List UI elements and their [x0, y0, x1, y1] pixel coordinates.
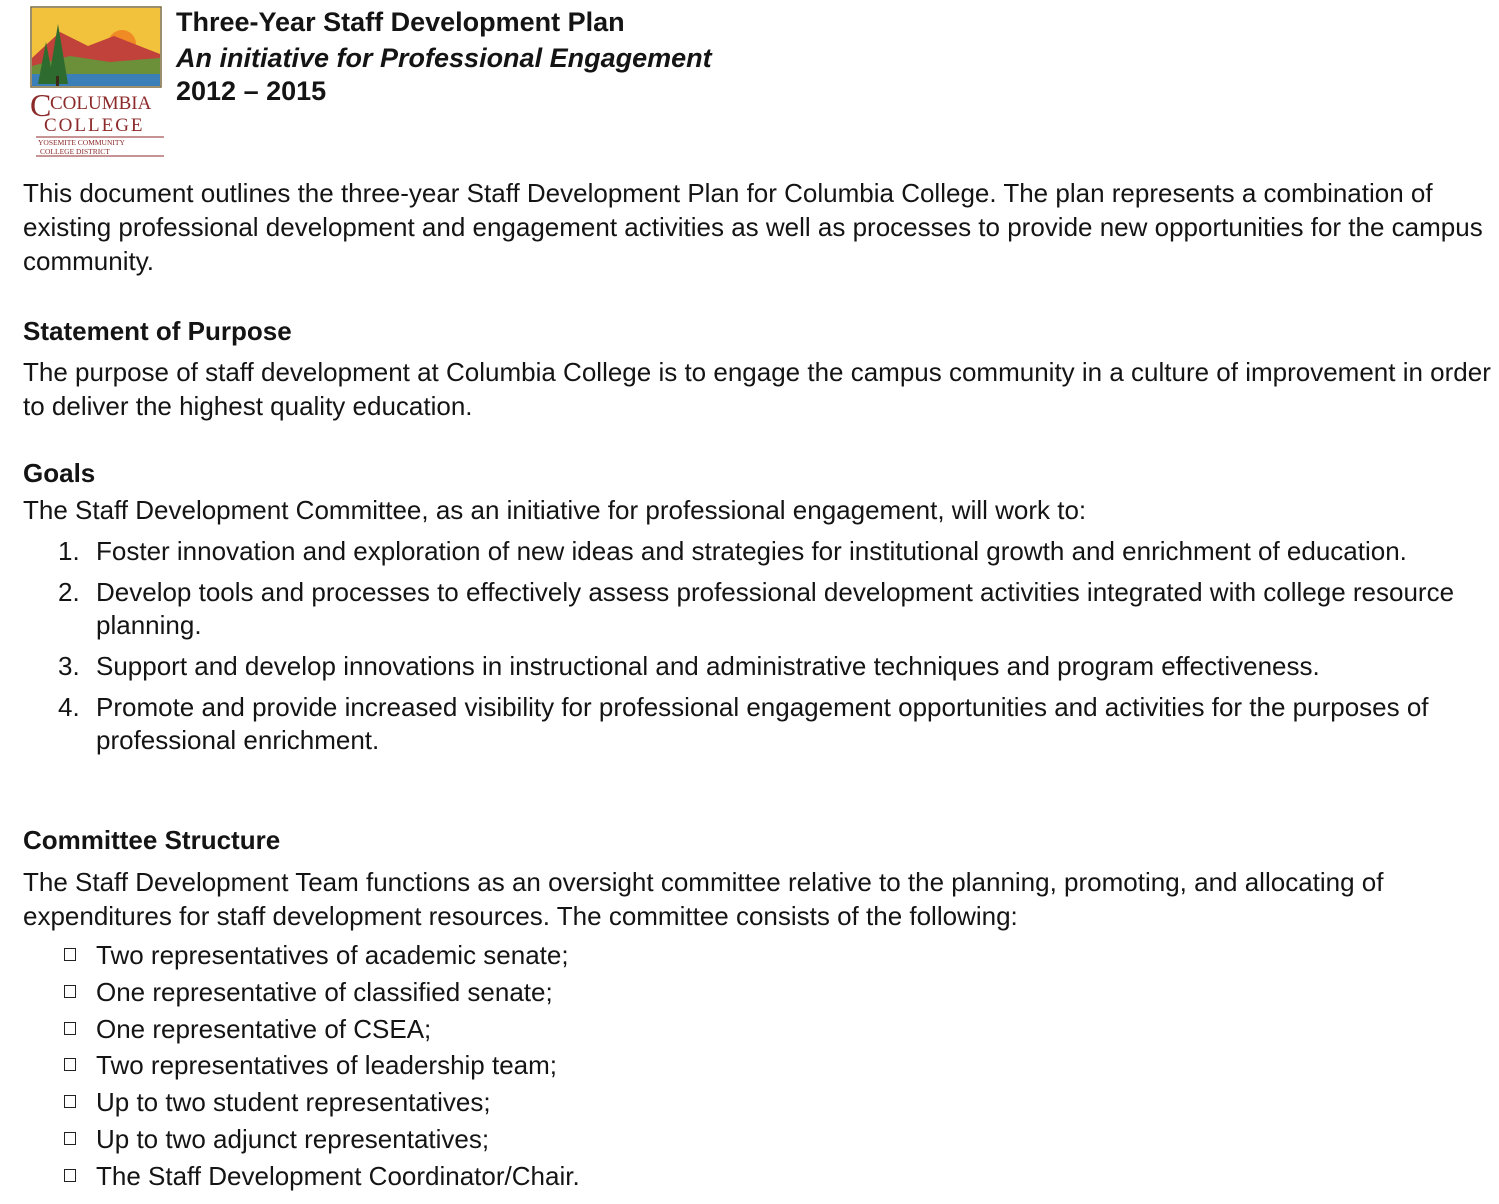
committee-member-item — [0, 1047, 580, 1084]
committee-member-item — [0, 1011, 580, 1048]
committee-member-item — [0, 1084, 580, 1121]
document-years: 2012 – 2015 — [176, 76, 327, 106]
committee-member-item — [0, 937, 580, 974]
committee-member-text: Two representatives of academic senate; — [96, 940, 569, 970]
document-subtitle: An initiative for Professional Engagement — [176, 43, 712, 73]
committee-member-text: The Staff Development Coordinator/Chair. — [96, 1160, 580, 1191]
logo-district-line2: COLLEGE DISTRICT — [40, 147, 110, 156]
logo-wordmark-line2: COLLEGE — [44, 115, 145, 136]
goal-number: 1. — [58, 536, 80, 566]
document-header — [176, 4, 712, 106]
goal-item — [0, 650, 1499, 683]
square-bullet-icon — [64, 985, 76, 998]
purpose-paragraph: The purpose of staff development at Columbia College is to engage the campus community in a culture of improvement in order to deliver the highest quality education. — [23, 357, 1491, 421]
square-bullet-icon — [64, 1169, 76, 1182]
logo-district-line1: YOSEMITE COMMUNITY — [38, 138, 125, 147]
structure-heading: Committee Structure — [23, 825, 281, 855]
goal-text: Foster innovation and exploration of new ideas and strategies for institutional growth and enrichment of education. — [96, 536, 1407, 566]
committee-members-list — [0, 937, 580, 1195]
goal-number: 4. — [58, 692, 80, 722]
committee-member-item — [0, 974, 580, 1011]
logo-graphic — [30, 6, 170, 158]
square-bullet-icon — [64, 948, 76, 961]
logo-c-glyph: C — [30, 87, 52, 123]
square-bullet-icon — [64, 1058, 76, 1071]
columbia-college-logo — [30, 6, 170, 158]
logo-wordmark-line1: COLUMBIA — [50, 93, 152, 114]
goals-heading: Goals — [23, 458, 96, 488]
structure-paragraph: The Staff Development Team functions as an oversight committee relative to the planning, promoting, and allocating of expenditures for staff development resources. The committee consists of the following: — [23, 867, 1384, 931]
document-title: Three-Year Staff Development Plan — [176, 7, 625, 37]
goal-item — [0, 535, 1499, 568]
goal-text: Promote and provide increased visibility for professional engagement opportunities and activities for the purposes of professional enrichment. — [96, 692, 1429, 755]
goal-text: Support and develop innovations in instructional and administrative techniques and program effectiveness. — [96, 651, 1320, 681]
committee-member-text: Two representatives of leadership team; — [96, 1050, 558, 1081]
square-bullet-icon — [64, 1095, 76, 1108]
purpose-heading: Statement of Purpose — [23, 316, 292, 346]
goals-list — [0, 535, 1499, 765]
square-bullet-icon — [64, 1132, 76, 1145]
goals-intro: The Staff Development Committee, as an initiative for professional engagement, will work to: — [23, 495, 1087, 525]
committee-member-text: One representative of classified senate; — [96, 976, 553, 1007]
committee-member-text: One representative of CSEA; — [96, 1013, 432, 1044]
goal-item — [0, 691, 1499, 757]
committee-member-text: Up to two adjunct representatives; — [96, 1123, 490, 1154]
intro-paragraph: This document outlines the three-year Staff Development Plan for Columbia College. The plan represents a combination of existing professional development and engagement activities as well as processes to provide new opportunities for the campus community. — [23, 178, 1483, 276]
goal-number: 3. — [58, 651, 80, 681]
committee-member-item — [0, 1121, 580, 1158]
square-bullet-icon — [64, 1022, 76, 1035]
goal-text: Develop tools and processes to effectively assess professional development activities integrated with college resource planning. — [96, 577, 1455, 640]
goal-number: 2. — [58, 577, 80, 607]
committee-member-text: Up to two student representatives; — [96, 1087, 491, 1118]
goal-item — [0, 576, 1499, 642]
committee-member-item — [0, 1158, 580, 1195]
